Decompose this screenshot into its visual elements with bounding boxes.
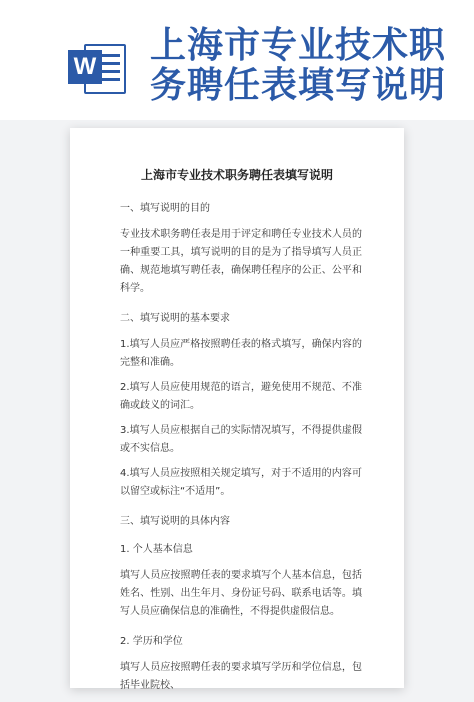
document-body [120, 188, 362, 702]
requirement-item: 4.填写人员应按照相关规定填写，对于不适用的内容可以留空或标注“不适用”。 [120, 468, 362, 497]
banner-title-line2: 务聘任表填写说明 [150, 65, 447, 106]
requirement-item: 1.填写人员应严格按照聘任表的格式填写，确保内容的完整和准确。 [120, 339, 362, 368]
section-heading: 三、填写说明的具体内容 [120, 516, 230, 527]
sub-heading: 1. 个人基本信息 [120, 544, 193, 555]
sub-paragraph: 填写人员应按照聘任表的要求填写个人基本信息，包括姓名、性别、出生年月、身份证号码、联系电话等。填写人员应确保信息的准确性，不得提供虚假信息。 [120, 570, 362, 617]
document-title: 上海市专业技术职务聘任表填写说明 [140, 168, 333, 182]
banner [0, 0, 474, 120]
word-document-icon [68, 40, 126, 96]
requirement-item: 3.填写人员应根据自己的实际情况填写，不得提供虚假或不实信息。 [120, 425, 362, 454]
word-icon-letter: W [68, 50, 102, 84]
sub-paragraph: 填写人员应按照聘任表的要求填写学历和学位信息，包括毕业院校、 [120, 662, 362, 691]
banner-title-line1: 上海市专业技术职 [150, 25, 447, 66]
document-page [70, 128, 404, 691]
requirement-item: 2.填写人员应使用规范的语言，避免使用不规范、不准确或歧义的词汇。 [120, 382, 362, 411]
section-paragraph: 专业技术职务聘任表是用于评定和聘任专业技术人员的一种重要工具，填写说明的目的是为了指导填写人员正确、规范地填写聘任表，确保聘任程序的公正、公平和科学。 [120, 229, 362, 294]
section-heading: 一、填写说明的目的 [120, 203, 210, 214]
section-heading: 二、填写说明的基本要求 [120, 313, 230, 324]
sub-heading: 2. 学历和学位 [120, 636, 183, 647]
banner-title [150, 26, 470, 106]
